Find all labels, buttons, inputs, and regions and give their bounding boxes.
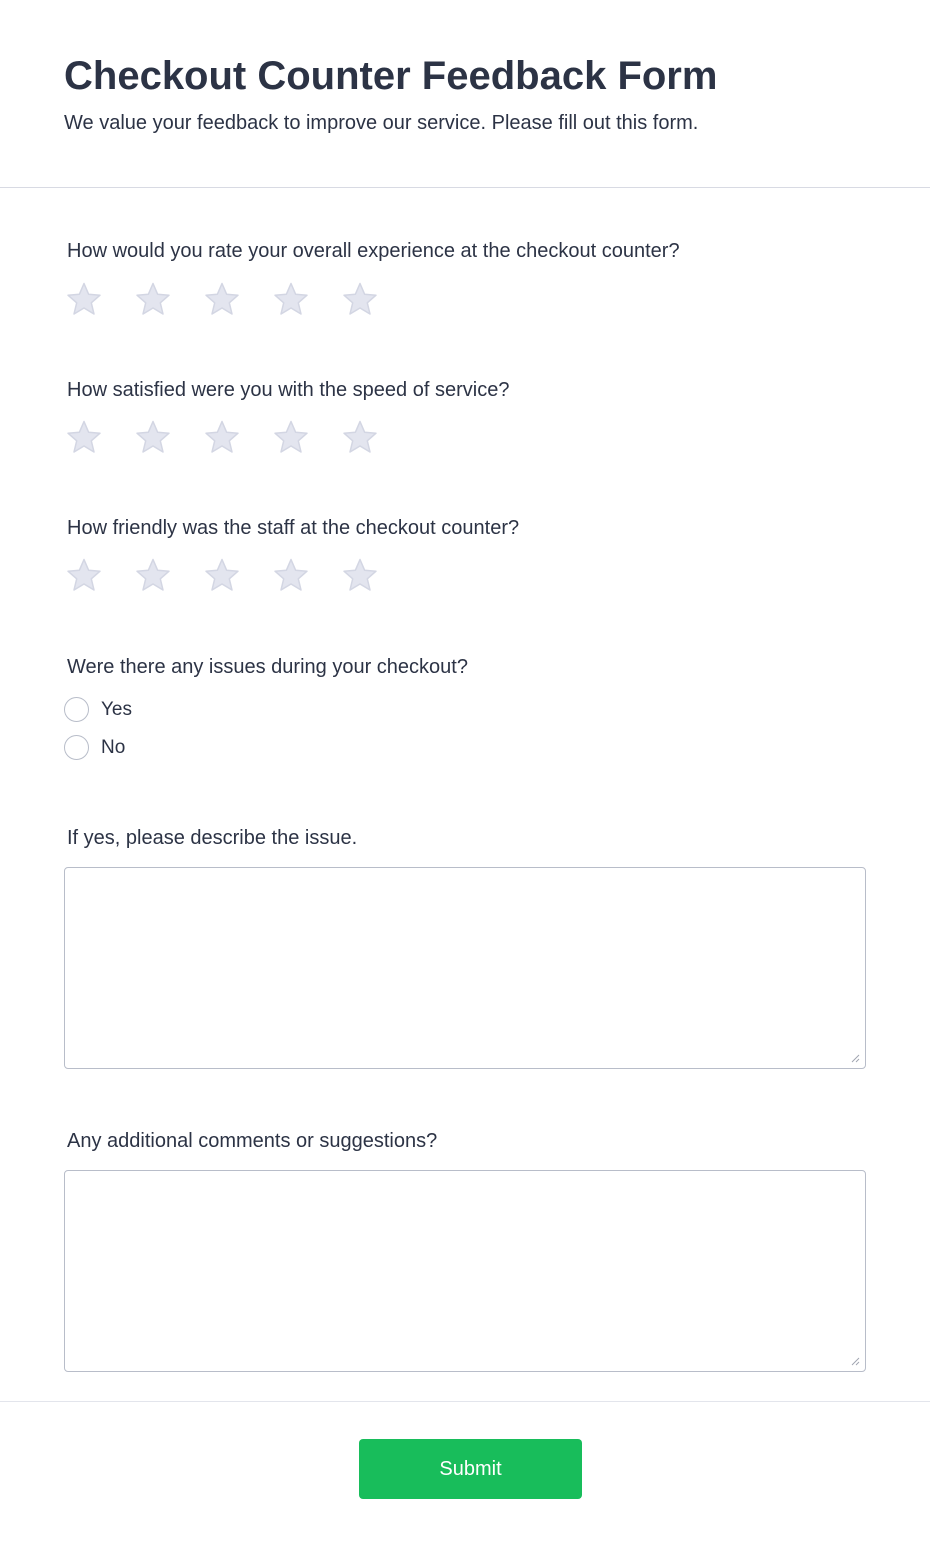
star-icon[interactable] <box>64 280 104 320</box>
submit-button[interactable]: Submit <box>359 1439 582 1499</box>
radio-option-yes[interactable] <box>64 697 264 723</box>
radio-label-yes: Yes <box>101 699 132 720</box>
star-icon[interactable] <box>133 280 173 320</box>
radio-label-no: No <box>101 737 126 758</box>
comments-textarea[interactable] <box>64 1170 866 1372</box>
star-icon[interactable] <box>133 418 173 458</box>
star-icon[interactable] <box>202 280 242 320</box>
issue-description-textarea[interactable] <box>64 867 866 1069</box>
star-icon[interactable] <box>340 556 380 596</box>
form-header <box>0 0 930 188</box>
radio-button[interactable] <box>64 735 89 760</box>
rating-overall <box>64 280 394 320</box>
resize-grip-icon[interactable] <box>850 1053 860 1063</box>
rating-friendly <box>64 556 394 596</box>
star-icon[interactable] <box>271 280 311 320</box>
page-title: Checkout Counter Feedback Form <box>64 54 718 98</box>
question-speed-label: How satisfied were you with the speed of service? <box>67 379 510 401</box>
question-describe-label: If yes, please describe the issue. <box>67 827 358 849</box>
star-icon[interactable] <box>271 418 311 458</box>
question-overall-label: How would you rate your overall experience at the checkout counter? <box>67 240 680 262</box>
resize-grip-icon[interactable] <box>850 1356 860 1366</box>
star-icon[interactable] <box>64 418 104 458</box>
star-icon[interactable] <box>202 418 242 458</box>
radio-option-no[interactable] <box>64 735 264 761</box>
star-icon[interactable] <box>340 280 380 320</box>
star-icon[interactable] <box>340 418 380 458</box>
rating-speed <box>64 418 394 458</box>
radio-button[interactable] <box>64 697 89 722</box>
star-icon[interactable] <box>202 556 242 596</box>
question-issues-label: Were there any issues during your checkout? <box>67 656 468 678</box>
question-friendly-label: How friendly was the staff at the checkout counter? <box>67 517 520 539</box>
star-icon[interactable] <box>133 556 173 596</box>
question-comments-label: Any additional comments or suggestions? <box>67 1130 438 1152</box>
star-icon[interactable] <box>64 556 104 596</box>
page-subtitle: We value your feedback to improve our service. Please fill out this form. <box>64 112 699 134</box>
star-icon[interactable] <box>271 556 311 596</box>
